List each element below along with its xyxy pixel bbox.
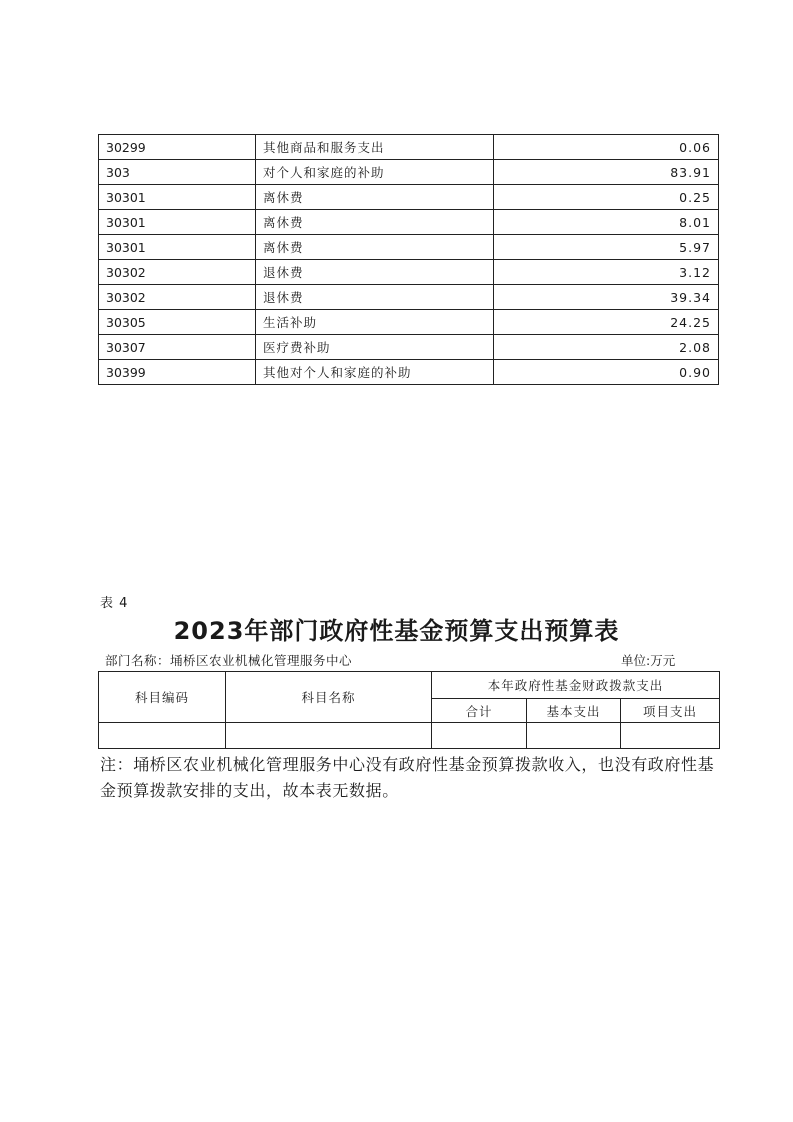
table-note: 注：埇桥区农业机械化管理服务中心没有政府性基金预算拨款收入，也没有政府性基金预算拨款安排的支出，故本表无数据。 xyxy=(100,755,715,800)
amount-cell: 83.91 xyxy=(494,160,719,185)
table-row xyxy=(99,210,719,235)
empty-cell xyxy=(432,723,527,749)
subject-name-cell: 医疗费补助 xyxy=(256,335,494,360)
expense-table xyxy=(98,134,719,385)
table-row xyxy=(99,135,719,160)
subject-name-cell: 离休费 xyxy=(256,235,494,260)
subject-name-cell: 离休费 xyxy=(256,185,494,210)
unit-label: 单位:万元 xyxy=(621,653,676,668)
table-row xyxy=(99,160,719,185)
table-row xyxy=(99,335,719,360)
table-row xyxy=(99,285,719,310)
subject-code-cell: 30299 xyxy=(99,135,256,160)
header-subject-code: 科目编码 xyxy=(99,672,226,723)
header-basic-expenditure: 基本支出 xyxy=(527,699,621,723)
amount-cell: 24.25 xyxy=(494,310,719,335)
amount-cell: 3.12 xyxy=(494,260,719,285)
header-subject-name: 科目名称 xyxy=(226,672,432,723)
subject-code-cell: 30301 xyxy=(99,210,256,235)
amount-cell: 39.34 xyxy=(494,285,719,310)
subject-name-cell: 其他对个人和家庭的补助 xyxy=(256,360,494,385)
empty-cell xyxy=(99,723,226,749)
table-row xyxy=(99,260,719,285)
table-row xyxy=(99,310,719,335)
empty-cell xyxy=(621,723,720,749)
subject-code-cell: 30305 xyxy=(99,310,256,335)
amount-cell: 5.97 xyxy=(494,235,719,260)
amount-cell: 0.25 xyxy=(494,185,719,210)
page-title: 2023年部门政府性基金预算支出预算表 xyxy=(173,617,620,645)
subject-name-cell: 离休费 xyxy=(256,210,494,235)
subject-name-cell: 退休费 xyxy=(256,260,494,285)
header-total: 合计 xyxy=(432,699,527,723)
header-project-expenditure: 项目支出 xyxy=(621,699,720,723)
empty-data-row xyxy=(99,723,720,749)
table-row xyxy=(99,235,719,260)
subject-code-cell: 30301 xyxy=(99,185,256,210)
empty-cell xyxy=(527,723,621,749)
subject-code-cell: 30301 xyxy=(99,235,256,260)
subject-code-cell: 30302 xyxy=(99,260,256,285)
subject-name-cell: 其他商品和服务支出 xyxy=(256,135,494,160)
expense-table-body xyxy=(99,135,719,385)
empty-cell xyxy=(226,723,432,749)
amount-cell: 8.01 xyxy=(494,210,719,235)
header-row xyxy=(99,672,720,699)
subject-code-cell: 30307 xyxy=(99,335,256,360)
amount-cell: 0.90 xyxy=(494,360,719,385)
subject-code-cell: 303 xyxy=(99,160,256,185)
subject-name-cell: 生活补助 xyxy=(256,310,494,335)
amount-cell: 0.06 xyxy=(494,135,719,160)
fund-expenditure-table xyxy=(98,671,720,749)
subject-code-cell: 30302 xyxy=(99,285,256,310)
department-name: 部门名称：埇桥区农业机械化管理服务中心 xyxy=(105,653,353,668)
subject-name-cell: 退休费 xyxy=(256,285,494,310)
subject-name-cell: 对个人和家庭的补助 xyxy=(256,160,494,185)
table-row xyxy=(99,185,719,210)
subject-code-cell: 30399 xyxy=(99,360,256,385)
table-row xyxy=(99,360,719,385)
table-label: 表 4 xyxy=(100,596,129,611)
amount-cell: 2.08 xyxy=(494,335,719,360)
header-fund-expenditure: 本年政府性基金财政拨款支出 xyxy=(432,672,720,699)
